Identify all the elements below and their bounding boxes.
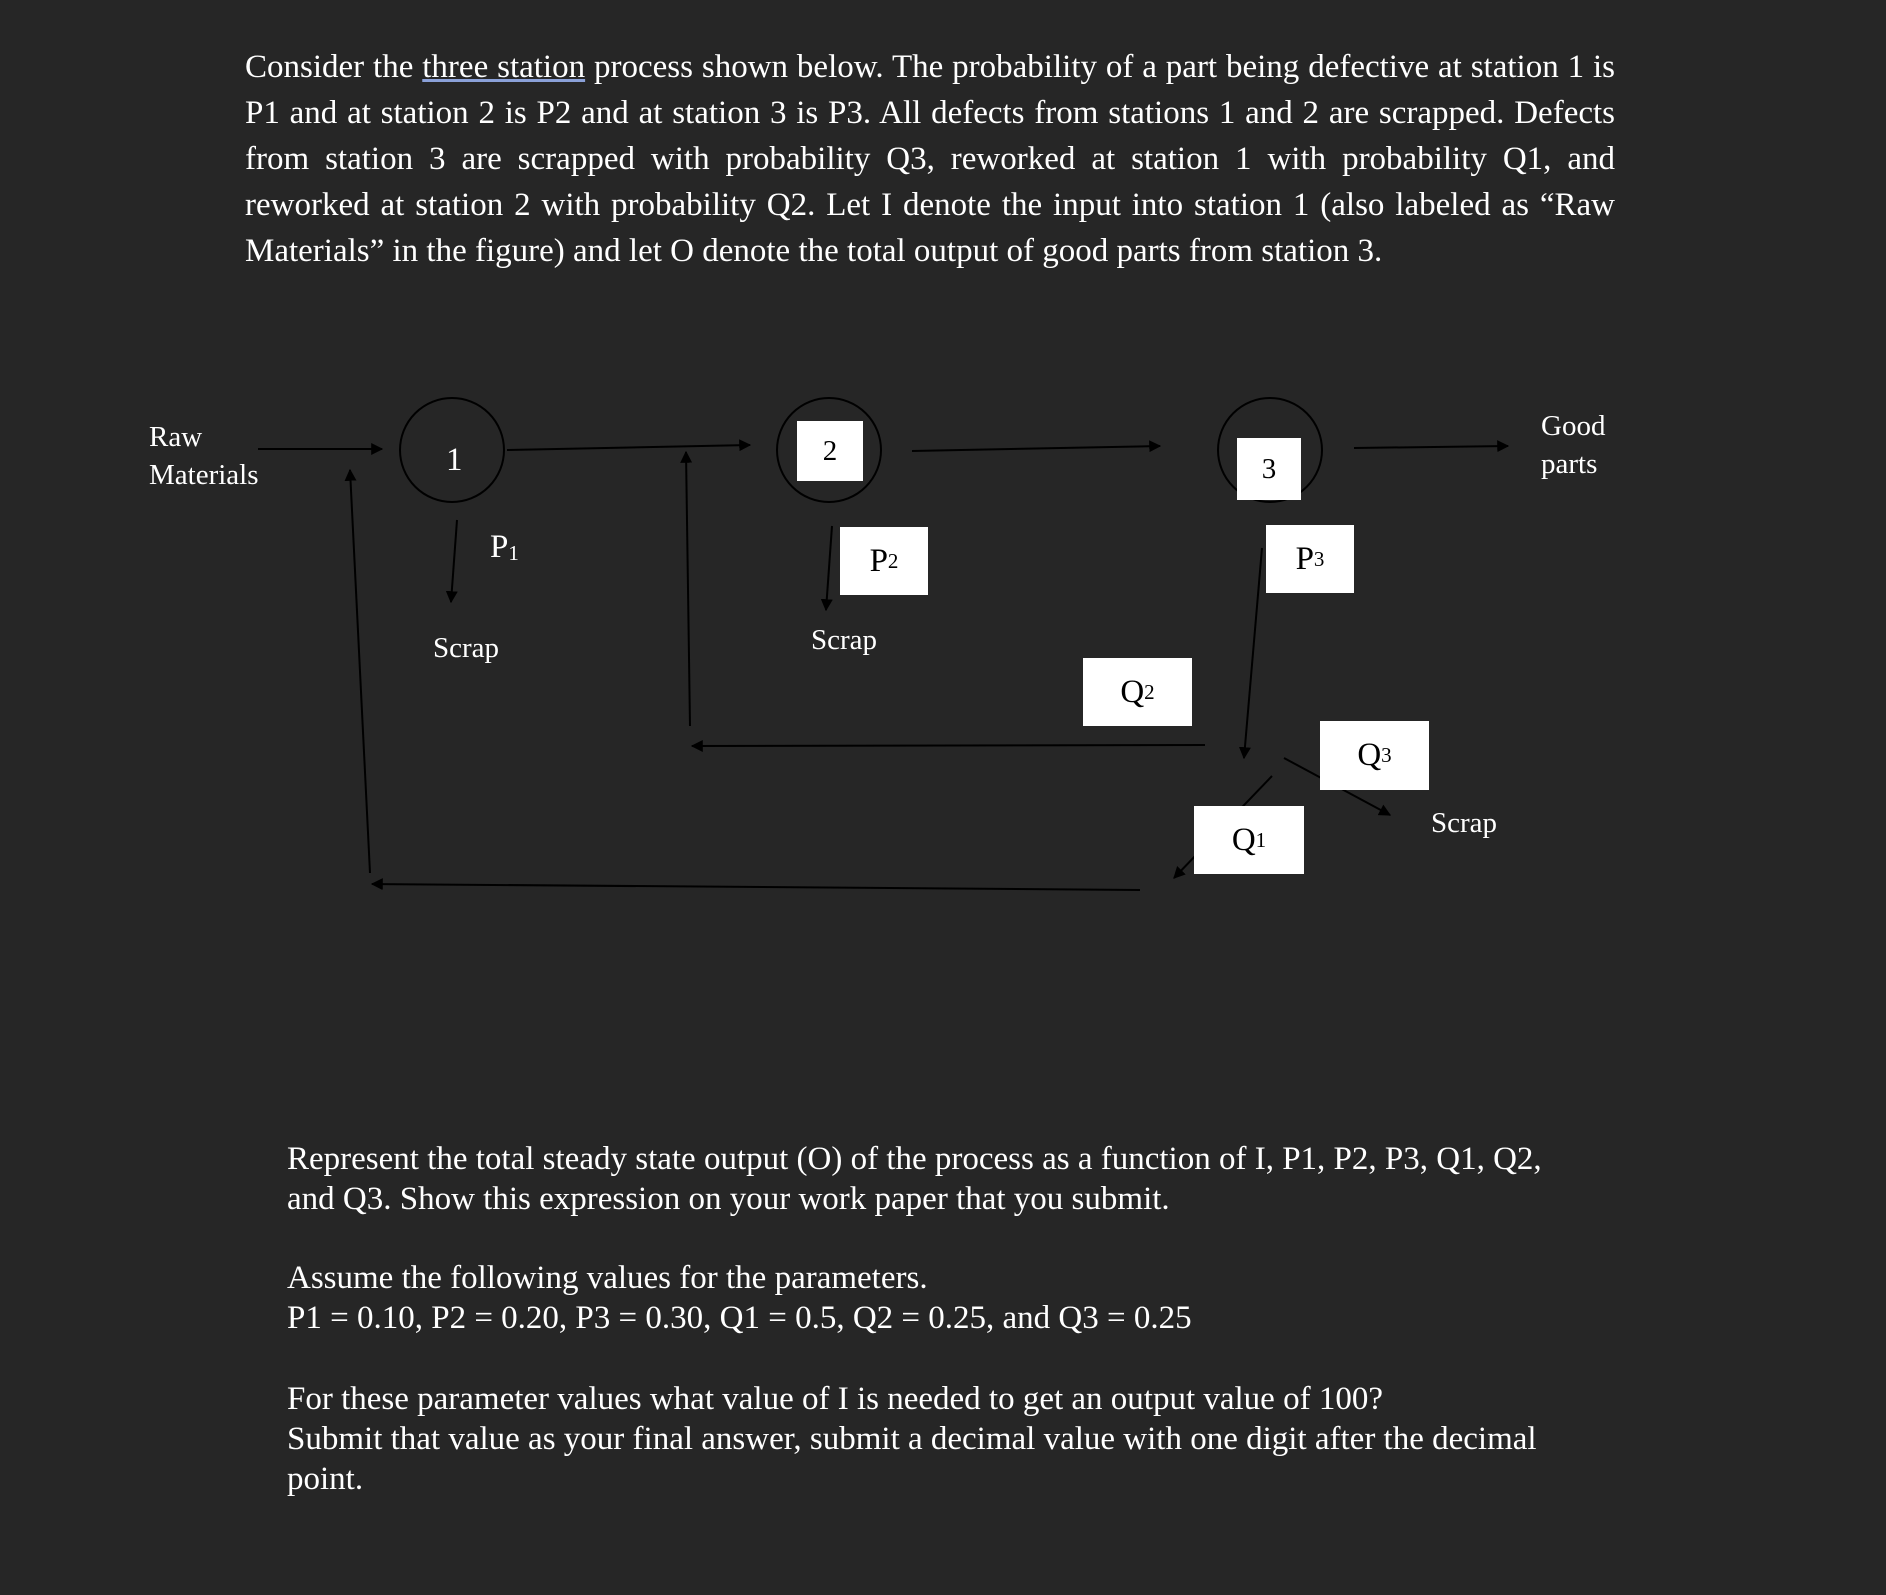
p1-label: $P_1$ <box>490 529 519 565</box>
raw-label-line1: Raw <box>149 421 203 453</box>
station-1-label: 1 <box>446 442 463 478</box>
good-label-line2: parts <box>1541 448 1598 480</box>
question-input-value <box>287 1379 1647 1499</box>
question2-line3: point. <box>287 1461 364 1497</box>
raw-label-line2: Materials <box>149 459 259 491</box>
station-2-label: 2 <box>797 421 863 481</box>
question2-line2: Submit that value as your final answer, submit a decimal value with one digit after the decimal <box>287 1421 1537 1457</box>
scrap-label-station2: Scrap <box>811 624 878 656</box>
intro-text-rest: process shown below. The probability of a part being defective at station 1 is P1 and at station 2 is P2 and at station 3 is P3. All defects from stations 1 and 2 are scrapped. Defects from station 3 are scrapped with probability Q3, reworked at station 1 with probability Q1, and reworked at station 2 with probability Q2. Let I denote the input into station 1 (also labeled as “Raw Materials” in the figure) and let O denote the total output of good parts from station 3. <box>245 49 1615 269</box>
station2-scrap-arrow <box>826 526 832 610</box>
params-line2: P1 = 0.10, P2 = 0.20, P3 = 0.30, Q1 = 0.5, Q2 = 0.25, and Q3 = 0.25 <box>287 1300 1192 1336</box>
station3-to-good-arrow <box>1354 446 1508 448</box>
scrap-label-station1: Scrap <box>433 632 500 664</box>
station1-to-station2-arrow <box>507 445 750 450</box>
parameter-values <box>287 1258 1647 1338</box>
q1-return-arrow <box>372 884 1140 890</box>
question-output-expression <box>287 1139 1647 1219</box>
scrap-label-station3: Scrap <box>1431 807 1498 839</box>
q2-return-arrow <box>692 745 1205 746</box>
intro-text-start: Consider the <box>245 49 423 85</box>
q1-up-arrow <box>350 470 370 873</box>
question2-line1: For these parameter values what value of I is needed to get an output value of 100? <box>287 1381 1383 1417</box>
station2-to-station3-arrow <box>912 446 1160 451</box>
spellcheck-underlined-text: three station <box>422 49 586 85</box>
question1-line1: Represent the total steady state output (O) of the process as a function of I, P1, P2, P3, Q1, Q2, <box>287 1141 1542 1177</box>
station3-defect-arrow <box>1244 548 1262 758</box>
station-3-label: 3 <box>1237 438 1301 500</box>
p2-label: P 2 <box>840 527 928 595</box>
q3-label: Q 3 <box>1320 721 1429 790</box>
q1-label: Q 1 <box>1194 806 1304 874</box>
params-line1: Assume the following values for the parameters. <box>287 1260 928 1296</box>
q2-label: Q 2 <box>1083 658 1192 726</box>
station1-scrap-arrow <box>451 520 457 602</box>
question1-line2: and Q3. Show this expression on your work paper that you submit. <box>287 1181 1170 1217</box>
q2-up-arrow <box>686 452 690 726</box>
good-label-line1: Good <box>1541 410 1606 442</box>
p3-label: P 3 <box>1266 525 1354 593</box>
